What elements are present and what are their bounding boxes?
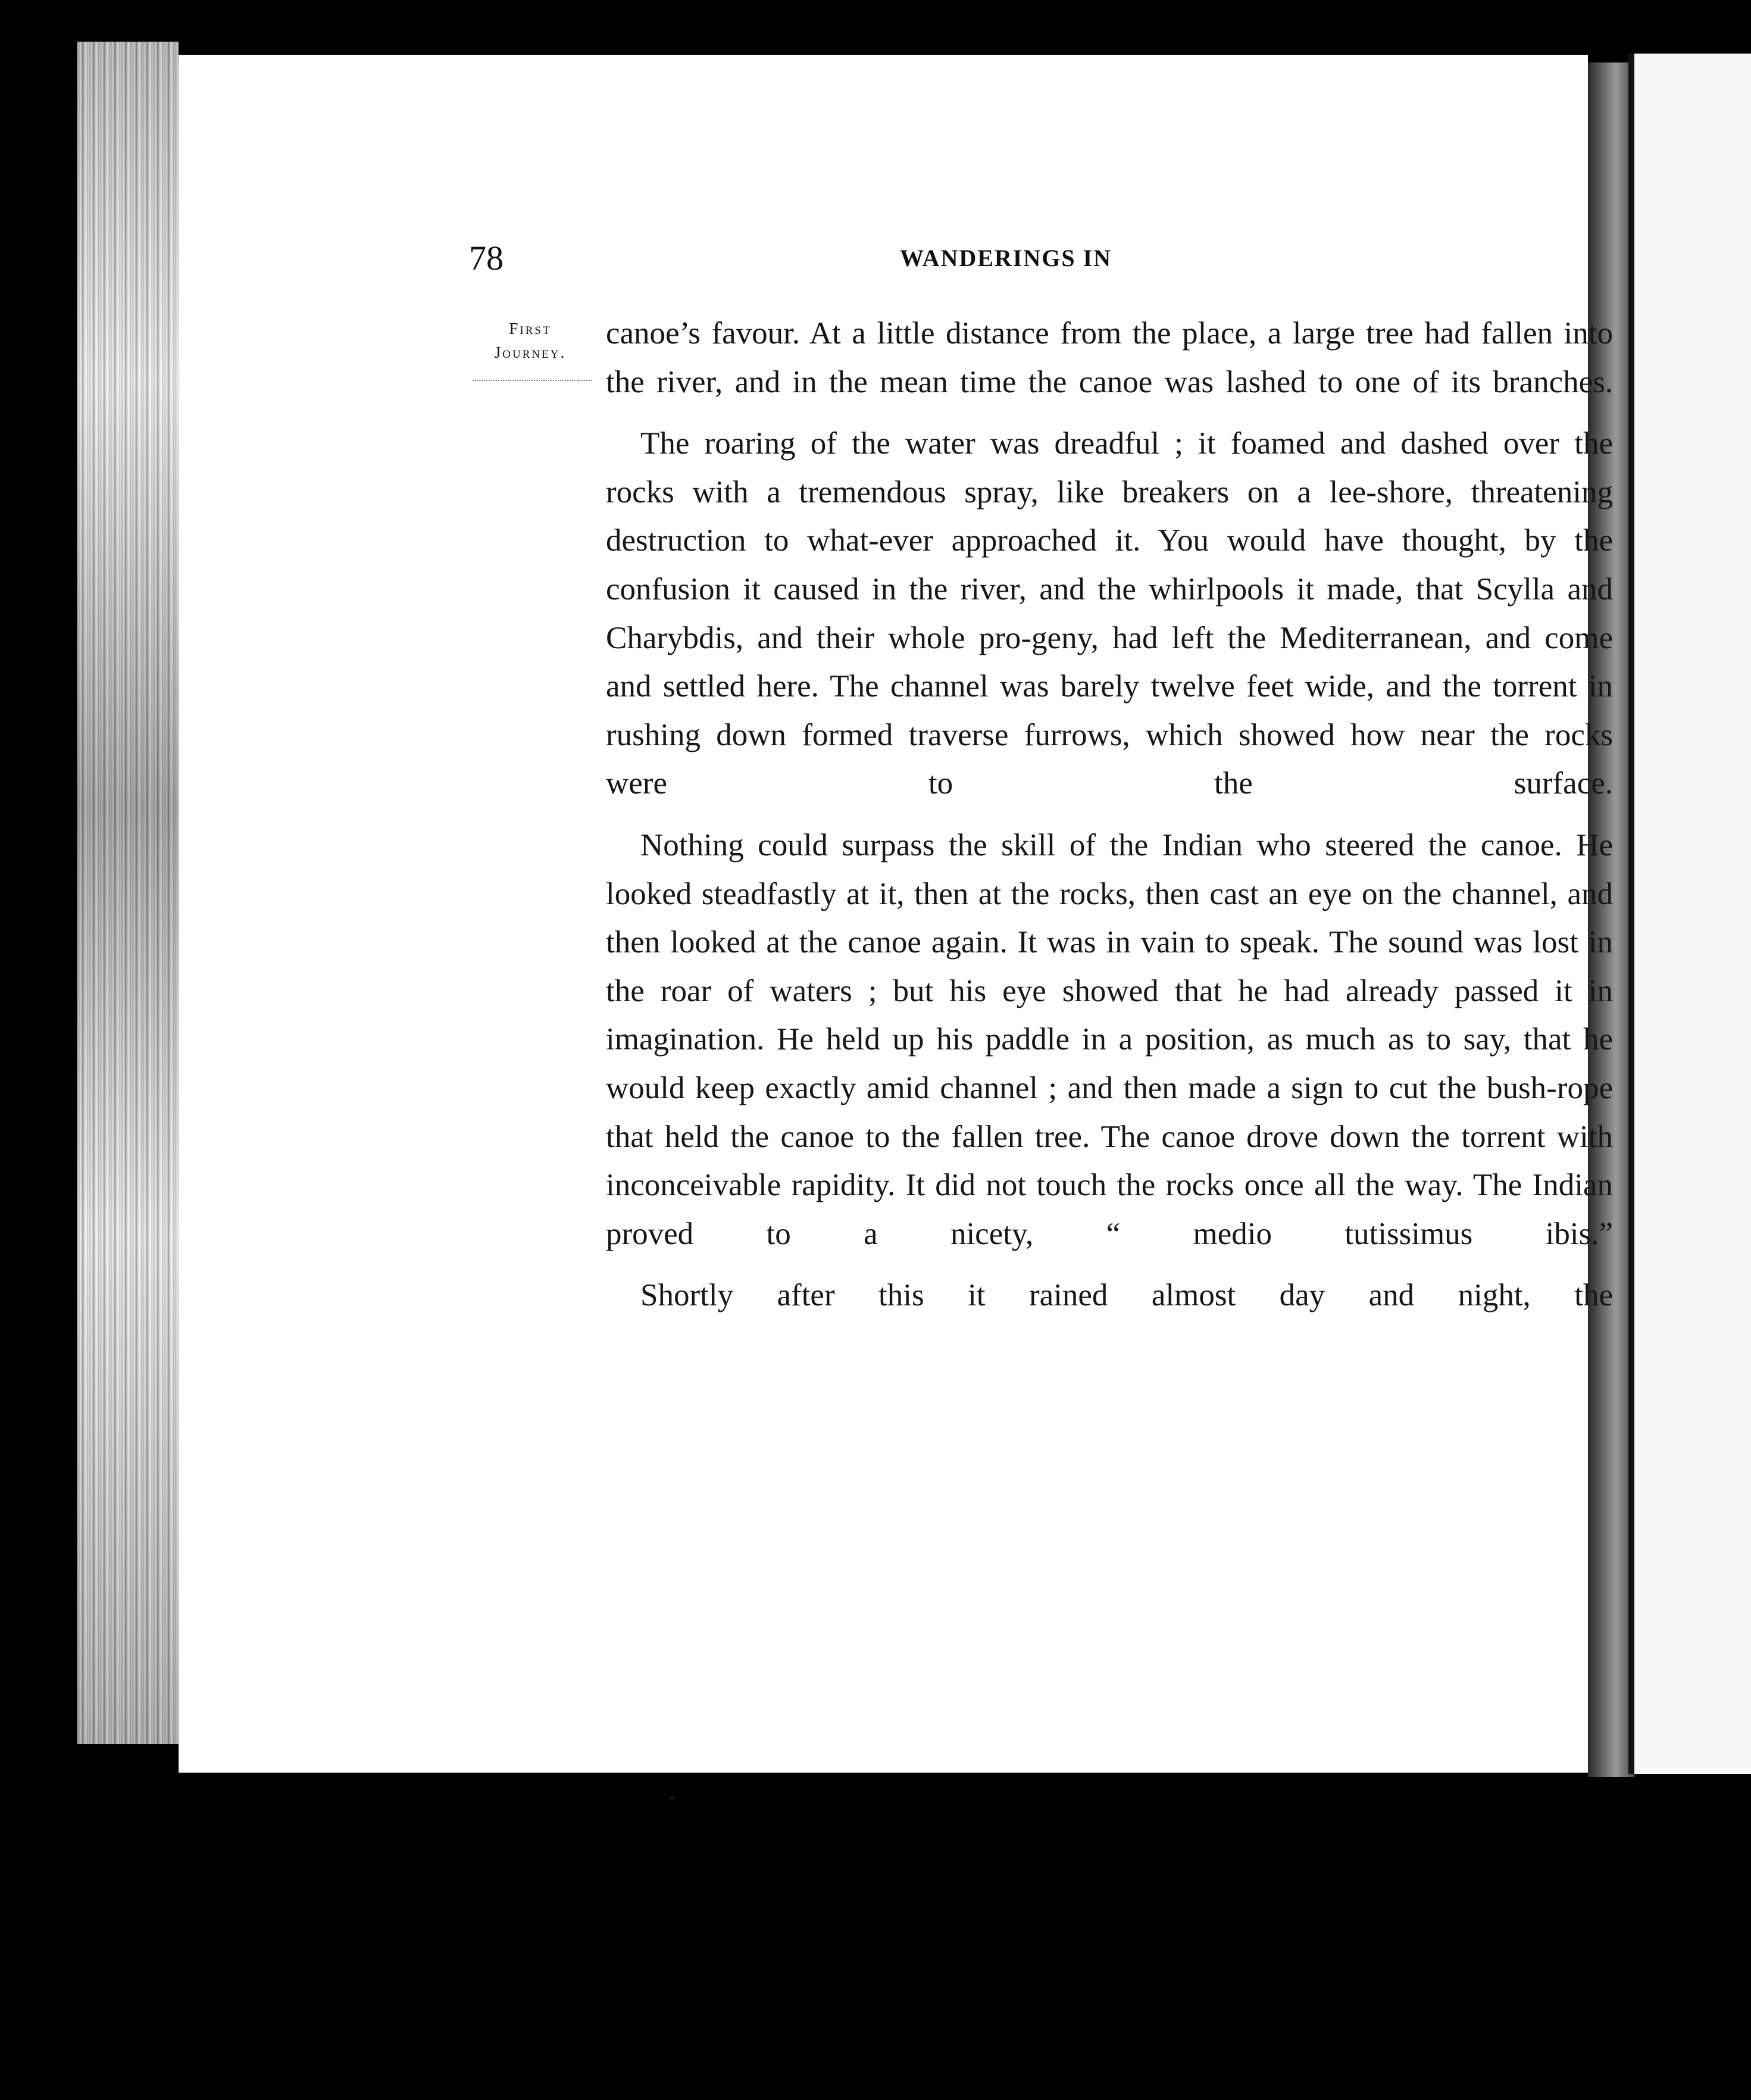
paragraph-1: canoe’s favour. At a little distance from the place, a large tree had fallen into the river, and in the mean time the canoe was lashed to one of its branches. bbox=[606, 316, 1613, 399]
paragraph-3: Nothing could surpass the skill of the Indian who steered the canoe. He looked steadfastly at it, then at the rocks, then cast an eye on the channel, and then looked at the canoe again. It was in vain to speak. The sound was lost in the roar of waters ; but his eye showed that he had already passed it in imagination. He held up his paddle in a position, as much as to say, that he would keep exactly amid channel ; and then made a sign to cut the bush-rope that held the canoe to the fallen tree. The canoe drove down the torrent with inconceivable rapidity. It did not touch the rocks once all the way. The Indian proved to a nicety, “ medio tutissimus ibis.” bbox=[606, 827, 1613, 1251]
paragraph-4: Shortly after this it rained almost day and night, the bbox=[640, 1278, 1613, 1313]
book-page bbox=[179, 55, 1613, 1773]
page-number: 78 bbox=[469, 239, 504, 277]
margin-note-rule bbox=[473, 380, 592, 381]
margin-note-line-1: First bbox=[509, 320, 552, 338]
margin-note-line-2: Journey. bbox=[494, 343, 567, 361]
paragraph-2: The roaring of the water was dreadful ; it foamed and dashed over the rocks with a tremendous spray, like breakers on a lee-shore, threatening destruction to what-ever approached it. You would have thought, by the confusion it caused in the river, and the whirlpools it made, that Scylla and Charybdis, and their whole pro-geny, had left the Mediterranean, and come and settled here. The channel was barely twelve feet wide, and the torrent in rushing down formed traverse furrows, which showed how near the rocks were to the surface. bbox=[606, 426, 1613, 801]
running-head: WANDERINGS IN bbox=[900, 245, 1112, 271]
margin-note bbox=[468, 317, 593, 364]
book-page-edges-left bbox=[77, 42, 179, 1744]
body-text bbox=[606, 310, 1613, 1333]
facing-page-edge bbox=[1634, 54, 1751, 1774]
